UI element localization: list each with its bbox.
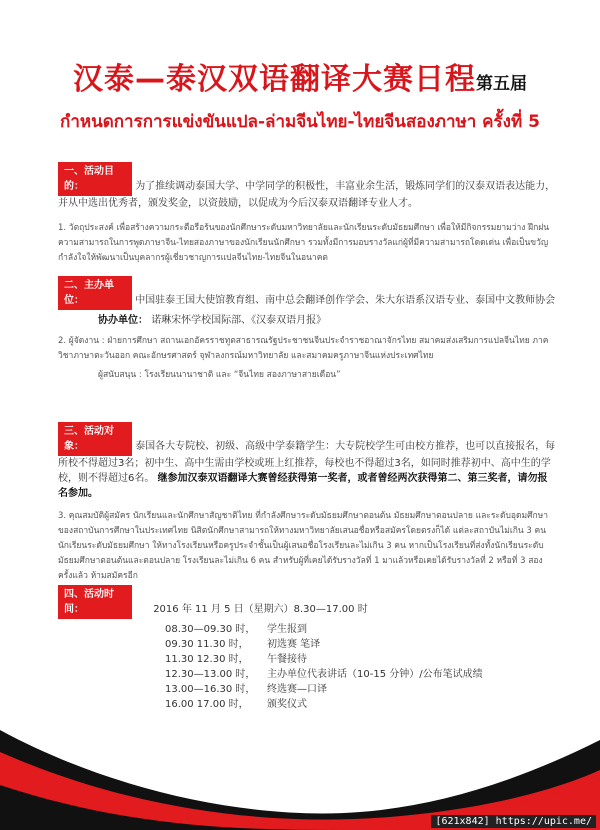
co-organizer-label: 协办单位： — [98, 315, 148, 326]
section-participants — [58, 422, 556, 584]
co-organizer-value: 诺琳宋怀学校国际部、《汉泰双语月报》 — [151, 315, 327, 326]
schedule-list — [165, 622, 483, 712]
schedule-row: 09.30 11.30 时， 初选赛 笔译 — [165, 639, 321, 650]
title-main — [40, 60, 560, 104]
organizers-th: 2. ผู้จัดงาน : ฝ่ายการศึกษา สถานเอกอัครราชทูตสาธารณรัฐประชาชนจีนประจำราชอาณาจักรไทย สมาคมส่งเสริมการแปลจีนไทย ภาควิชาภาษาตะวันออก คณะอักษรศาสตร์ จุฬาลงกรณ์มหาวิทยาลัย และสมาคมครูภาษาจีนแห่งประเทศไทย — [58, 336, 549, 361]
participants-cn: 泰国各大专院校、初级、高级中学泰籍学生：大专院校学生可由校方推荐，也可以直接报名，每所校不得超过3名；初中生、高中生需由学校或班上红推荐，每校也不得超过3名，如同时推荐初中、高中生的学校，则不得超过6名。 — [58, 441, 556, 484]
participants-th: 3. คุณสมบัติผู้สมัคร นักเรียนและนักศึกษาสัญชาติไทย ที่กำลังศึกษาระดับมัธยมศึกษาตอนต้น มัธยมศึกษาตอนปลาย และระดับอุดมศึกษาของสถาบันการศึกษาในประเทศไทย นิสิตนักศึกษาสามารถให้ทางมหาวิทยาลัยเสนอชื่อหรือสมัครโดยตรงก็ได้ แต่ละสถาบันไม่เกิน 3 คน นักเรียนระดับมัธยมศึกษา ให้ทางโรงเรียนหรือครูประจำชั้นเป็นผู้เสนอชื่อโรงเรียนละไม่เกิน 3 คน หากเป็นโรงเรียนที่ส่งทั้งนักเรียนระดับมัธยมศึกษาตอนต้นและตอนปลาย โรงเรียนละไม่เกิน 6 คน สำหรับผู้ที่เคยได้รับรางวัลที่ 1 มาแล้วหรือเคยได้รับรางวัลที่ 2 หรือที่ 3 สองครั้งแล้ว ห้ามสมัครอีก — [58, 511, 549, 581]
organizers-th-co: ผู้สนับสนุน : โรงเรียนนานาชาติ และ “จีนไทย สองภาษาสายเดือน” — [98, 370, 341, 380]
title-thai: กำหนดการการแข่งขันแปล-ล่ามจีนไทย-ไทยจีนสองภาษา ครั้งที่ 5 — [60, 112, 540, 132]
section-organizers — [58, 276, 556, 383]
watermark-url: [621x842] https://upic.me/ — [431, 815, 596, 828]
participants-cn-bold: 继参加汉泰双语翻译大赛曾经获得第一奖者，或者曾经两次获得第二、第三奖者，请勿报名参加。 — [58, 473, 548, 499]
section-label-purpose: 一、活动目的： — [58, 162, 132, 196]
section-label-participants: 三、活动对象： — [58, 422, 132, 456]
footer-swoosh-decoration — [0, 700, 600, 830]
schedule-row: 16.00 17.00 时， 颁奖仪式 — [165, 699, 307, 710]
schedule-row: 08.30—09.30 时， 学生报到 — [165, 624, 307, 635]
title-main-text: 汉泰—泰汉双语翻译大赛日程 — [73, 62, 476, 97]
section-label-time: 四、活动时间： — [58, 585, 132, 619]
organizers-cn: 中国驻泰王国大使馆教育组、南中总会翻译创作学会、朱大东语系汉语专业、泰国中文教师协会 — [135, 295, 556, 306]
section-purpose — [58, 162, 556, 266]
event-date: 2016 年 11 月 5 日（星期六）8.30—17.00 时 — [153, 604, 368, 615]
title-edition: 第五届 — [476, 74, 527, 94]
schedule-row: 11.30 12.30 时， 午餐接待 — [165, 654, 307, 665]
purpose-th: 1. วัตถุประสงค์ เพื่อสร้างความกระตือรือร้นของนักศึกษาระดับมหาวิทยาลัยและนักเรียนระดับมัธยมศึกษา เพื่อให้มีกิจกรรมยามว่าง ฝึกฝนความสามารถในการพูดภาษาจีน-ไทยสองภาษาของนักเรียนนักศึกษา รวมทั้งมีการมอบรางวัลแก่ผู้ที่มีความสามารถโดดเด่น เพื่อเป็นขวัญกำลังใจให้พัฒนาเป็นบุคลากรผู้เชี่ยวชาญการแปลจีนไทย-ไทยจีนในอนาคต — [58, 223, 550, 263]
section-time — [58, 585, 556, 619]
section-label-organizers: 二、主办单位： — [58, 276, 132, 310]
purpose-cn: 为了推续调动泰国大学、中学同学的积极性，丰富业余生活，锻炼同学们的汉泰双语表达能力，并从中选出优秀者，颁发奖金，以资鼓励，以促成为今后汉泰双语翻译专业人才。 — [58, 181, 556, 209]
schedule-row: 13.00—16.30 时， 终选赛—口译 — [165, 684, 327, 695]
schedule-row: 12.30—13.00 时， 主办单位代表讲话（10-15 分钟）/公布笔试成绩 — [165, 669, 483, 680]
